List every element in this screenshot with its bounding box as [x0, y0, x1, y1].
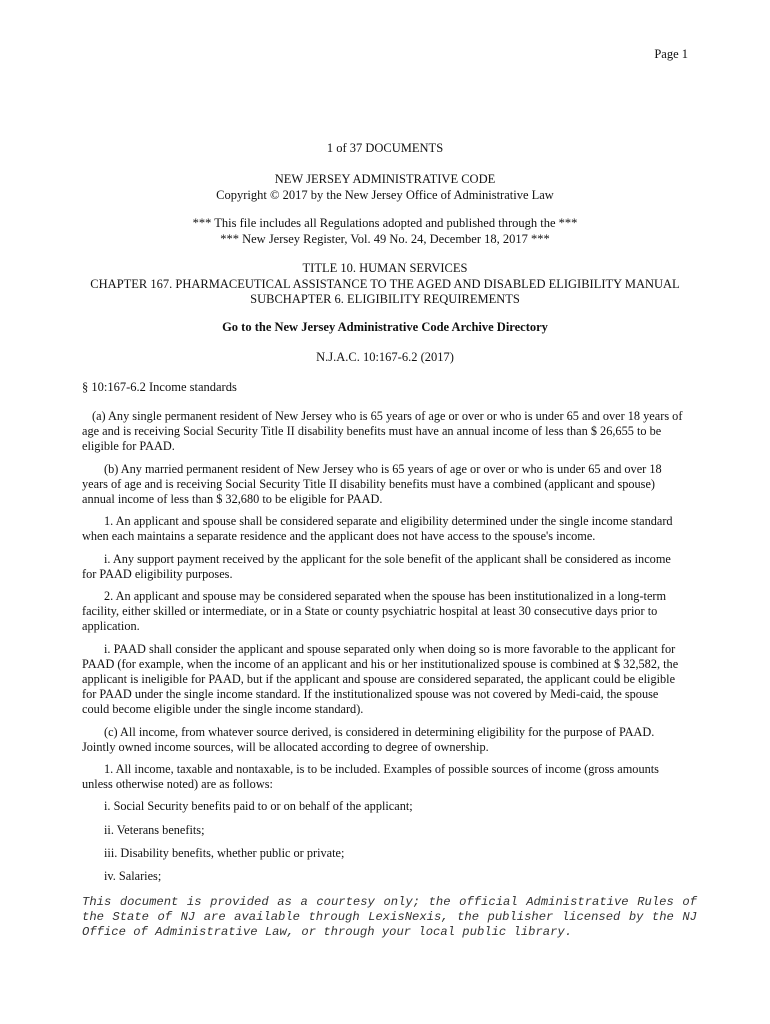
citation-block	[40, 350, 730, 366]
citation-line: N.J.A.C. 10:167-6.2 (2017)	[316, 350, 454, 364]
list-item: ii. Veterans benefits;	[104, 822, 205, 837]
archive-directory-link[interactable]: Go to the New Jersey Administrative Code Archive Directory	[222, 320, 548, 334]
file-note-line-1: *** This file includes all Regulations adopted and published through the ***	[192, 216, 578, 230]
chapter-line: CHAPTER 167. PHARMACEUTICAL ASSISTANCE TO THE AGED AND DISABLED ELIGIBILITY MANUAL	[90, 276, 680, 291]
paragraph-b-2-i: i. PAAD shall consider the applicant and spouse separated only when doing so is more favorable to the applicant for PAAD (for example, when the income of an applicant and his or her institutionalized spouse is combined at $ 32,582, the applicant is ineligible for PAAD, but if the applicant and spouse are considered separated, the applicant could be eligible for PAAD under the single income standard. If the institutionalized spouse was not covered by Medi-caid, the spouse could become eligible under the single income standard).	[82, 641, 679, 717]
copyright-line: Copyright © 2017 by the New Jersey Office of Administrative Law	[216, 187, 554, 202]
list-item: iii. Disability benefits, whether public or private;	[104, 845, 345, 860]
archive-link-block	[40, 320, 730, 336]
paragraph-b-2: 2. An applicant and spouse may be considered separated when the spouse has been institutionalized in a long-term facility, either skilled or intermediate, or in a State or county psychiatric hospital at least 30 consecutive days prior to application.	[82, 589, 667, 634]
title-line: TITLE 10. HUMAN SERVICES	[302, 261, 468, 275]
document-count	[40, 141, 730, 157]
section-heading: § 10:167-6.2 Income standards	[82, 380, 237, 394]
paragraph-a: (a) Any single permanent resident of New Jersey who is 65 years of age or over or who is under 65 and over 18 years of age and is receiving Social Security Title II disability benefits must have an annual income of less than $ 26,655 to be eligible for PAAD.	[82, 409, 683, 454]
paragraph-c: (c) All income, from whatever source derived, is considered in determining eligibility for the purpose of PAAD. Jointly owned income sources, will be allocated according to degree of ownership.	[82, 724, 655, 754]
paragraph-b-1-i: i. Any support payment received by the applicant for the sole benefit of the applicant shall be considered as income for PAAD eligibility purposes.	[82, 551, 671, 581]
publisher-block	[40, 172, 730, 203]
paragraph-c-1: 1. All income, taxable and nontaxable, is to be included. Examples of possible sources of income (gross amounts unless otherwise noted) are as follows:	[82, 762, 659, 792]
paragraph-b: (b) Any married permanent resident of New Jersey who is 65 years of age or over or who is under 65 and over 18 years of age and is receiving Social Security Title II disability benefits must have a combined (applicant and spouse) annual income of less than $ 32,680 to be eligible for PAAD.	[82, 461, 662, 507]
page-number: Page 1	[654, 47, 688, 61]
title-block	[40, 261, 730, 308]
code-name: NEW JERSEY ADMINISTRATIVE CODE	[274, 172, 496, 186]
regulation-body	[82, 409, 688, 892]
courtesy-disclaimer: This document is provided as a courtesy only; the official Administrative Rules of the State of NJ are available through LexisNexis, the publisher licensed by the NJ Office of Administrative Law, or through your local public library.	[82, 895, 697, 940]
list-item: iv. Salaries;	[104, 869, 162, 884]
docs-count-text: 1 of 37 DOCUMENTS	[326, 141, 444, 155]
subchapter-line: SUBCHAPTER 6. ELIGIBILITY REQUIREMENTS	[250, 292, 520, 306]
file-note-line-2: *** New Jersey Register, Vol. 49 No. 24, December 18, 2017 ***	[220, 231, 550, 246]
paragraph-b-1: 1. An applicant and spouse shall be considered separate and eligibility determined under the single income standard when each maintains a separate residence and the applicant does not have access to the spouse's income.	[82, 514, 673, 544]
list-item: i. Social Security benefits paid to or on behalf of the applicant;	[104, 799, 413, 814]
file-note-block	[40, 216, 730, 247]
